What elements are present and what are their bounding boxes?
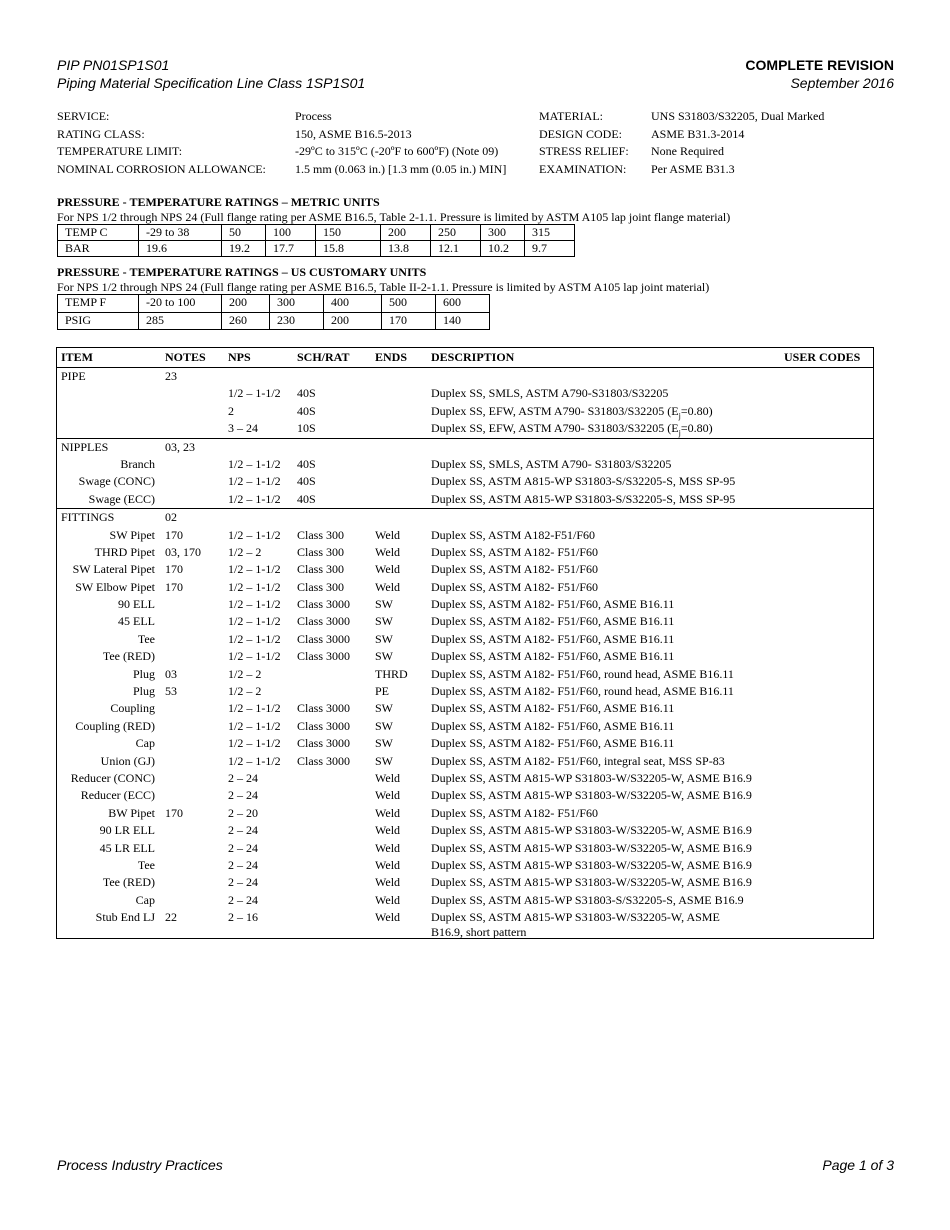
cell-item: THRD Pipet [94, 544, 155, 559]
metric-ratings-title: PRESSURE - TEMPERATURE RATINGS – METRIC UNITS [57, 195, 380, 209]
cell-ends: Weld [375, 910, 401, 925]
table-cell: 19.6 [139, 241, 222, 257]
group-row-fittings [57, 508, 873, 526]
cell-item: Reducer (ECC) [80, 788, 155, 803]
table-cell: TEMP C [58, 225, 139, 241]
doc-id: PIP PN01SP1S01 [57, 57, 170, 73]
cell-desc: Duplex SS, ASTM A815-WP S31803-W/S32205-W, ASME B16.9, short pattern [431, 910, 720, 940]
cell-nps: 1/2 – 1-1/2 [228, 718, 281, 733]
cell-desc: Duplex SS, ASTM A182- F51/F60 [431, 562, 599, 577]
cell-ends: PE [375, 684, 390, 699]
table-cell: 200 [222, 295, 270, 313]
cell-desc: Duplex SS, ASTM A182-F51/F60 [431, 527, 596, 542]
us-psig-row [58, 313, 490, 330]
cell-desc: Duplex SS, ASTM A182- F51/F60 [431, 544, 599, 559]
table-cell: 19.2 [222, 241, 266, 257]
table-row [57, 805, 873, 822]
cell-desc: Duplex SS, ASTM A815-WP S31803-W/S32205-W, ASME B16.9 [431, 770, 752, 785]
table-cell: -29 to 38 [139, 225, 222, 241]
table-cell: TEMP F [58, 295, 139, 313]
metric-ratings-subtitle: For NPS 1/2 through NPS 24 (Full flange rating per ASME B16.5, Table 2-1.1. Pressure is limited by ASTM A105 lap joint flange material) [57, 210, 731, 224]
group-name: PIPE [61, 369, 86, 383]
cell-ends: Weld [375, 562, 401, 577]
cell-ends: Weld [375, 840, 401, 855]
cell-item: Plug [132, 684, 155, 699]
cell-sch: Class 3000 [297, 649, 351, 664]
table-row [57, 648, 873, 665]
cell-item: Swage (CONC) [78, 474, 155, 489]
cell-nps: 1/2 – 1-1/2 [228, 701, 281, 716]
col-ends-header: ENDS [375, 350, 408, 364]
cell-nps: 2 – 24 [228, 823, 258, 838]
table-row [57, 420, 873, 437]
table-cell: 230 [270, 313, 324, 330]
table-cell: 12.1 [431, 241, 481, 257]
cell-ends: SW [375, 736, 393, 751]
metric-temp-row [58, 225, 575, 241]
cell-desc: Duplex SS, ASTM A815-WP S31803-W/S32205-W, ASME B16.9 [431, 857, 752, 872]
cell-nps: 3 – 24 [228, 421, 258, 436]
col-item-header: ITEM [61, 350, 94, 364]
info-value: 150, ASME B16.5-2013 [295, 126, 412, 141]
cell-item: 90 LR ELL [99, 823, 155, 838]
cell-nps: 2 – 24 [228, 788, 258, 803]
info-row [57, 108, 897, 126]
cell-sch: Class 3000 [297, 614, 351, 629]
cell-notes: 170 [165, 527, 183, 542]
cell-ends: Weld [375, 857, 401, 872]
cell-desc: Duplex SS, ASTM A182- F51/F60, round head, ASME B16.11 [431, 666, 734, 681]
cell-ends: SW [375, 753, 393, 768]
cell-ends: SW [375, 649, 393, 664]
fittings-rows [57, 527, 873, 944]
cell-nps: 2 – 24 [228, 770, 258, 785]
col-sch-header: SCH/RAT [297, 350, 350, 364]
cell-desc: Duplex SS, ASTM A182- F51/F60, ASME B16.11 [431, 701, 675, 716]
table-row [57, 909, 873, 943]
cell-item: SW Lateral Pipet [72, 562, 155, 577]
cell-sch: Class 3000 [297, 597, 351, 612]
info-row [57, 143, 897, 161]
cell-sch: Class 300 [297, 544, 345, 559]
cell-sch: Class 3000 [297, 753, 351, 768]
group-name: FITTINGS [61, 510, 115, 525]
cell-ends: SW [375, 701, 393, 716]
document-header-right [745, 56, 894, 92]
cell-nps: 1/2 – 1-1/2 [228, 386, 281, 401]
info-value: ASME B31.3-2014 [651, 126, 745, 141]
footer-org: Process Industry Practices [57, 1157, 223, 1173]
cell-item: SW Pipet [109, 527, 155, 542]
table-row [57, 718, 873, 735]
cell-nps: 2 [228, 403, 234, 418]
cell-sch: 40S [297, 456, 316, 471]
cell-desc: Duplex SS, ASTM A815-WP S31803-S/S32205-S, ASME B16.9 [431, 892, 744, 907]
table-cell: 315 [525, 225, 575, 241]
info-label: MATERIAL: [539, 109, 603, 123]
info-label: EXAMINATION: [539, 161, 627, 176]
col-nps-header: NPS [228, 350, 251, 364]
group-row-nipples [57, 438, 873, 456]
table-row [57, 473, 873, 490]
cell-item: BW Pipet [108, 805, 155, 820]
cell-desc: Duplex SS, ASTM A182- F51/F60, ASME B16.11 [431, 597, 675, 612]
cell-ends: Weld [375, 823, 401, 838]
table-row [57, 385, 873, 402]
cell-desc: Duplex SS, ASTM A182- F51/F60, ASME B16.11 [431, 718, 675, 733]
cell-nps: 1/2 – 1-1/2 [228, 736, 281, 751]
us-ratings-table [57, 294, 490, 330]
revision-label: COMPLETE REVISION [745, 57, 894, 73]
cell-sch: Class 3000 [297, 631, 351, 646]
table-cell: 300 [270, 295, 324, 313]
cell-ends: SW [375, 597, 393, 612]
table-cell: 500 [382, 295, 436, 313]
table-row [57, 596, 873, 613]
cell-desc: Duplex SS, ASTM A815-WP S31803-S/S32205-S, MSS SP-95 [431, 491, 736, 506]
cell-sch: 40S [297, 386, 316, 401]
cell-nps: 1/2 – 2 [228, 684, 262, 699]
cell-nps: 1/2 – 1-1/2 [228, 527, 281, 542]
table-cell: 300 [481, 225, 525, 241]
cell-item: Cap [135, 736, 155, 751]
cell-item: SW Elbow Pipet [75, 579, 155, 594]
cell-notes: 170 [165, 805, 183, 820]
cell-desc: Duplex SS, ASTM A182- F51/F60, integral seat, MSS SP-83 [431, 753, 725, 768]
cell-ends: SW [375, 631, 393, 646]
cell-ends: SW [375, 614, 393, 629]
table-cell: 15.8 [316, 241, 381, 257]
col-notes-header: NOTES [165, 350, 206, 364]
cell-sch: 40S [297, 403, 316, 418]
info-value: Per ASME B31.3 [651, 161, 735, 176]
cell-desc: Duplex SS, EFW, ASTM A790- S31803/S32205 $(E_j=0.80)$ [431, 421, 713, 438]
cell-notes: 170 [165, 562, 183, 577]
table-row [57, 753, 873, 770]
cell-nps: 2 – 20 [228, 805, 258, 820]
document-header-left [57, 56, 365, 92]
cell-item: Stub End LJ [95, 910, 155, 925]
table-row [57, 561, 873, 578]
info-value: Process [295, 109, 332, 123]
cell-desc: Duplex SS, SMLS, ASTM A790-S31803/S32205 [431, 386, 669, 401]
cell-item: Tee [137, 857, 155, 872]
cell-item: Cap [135, 892, 155, 907]
cell-sch: Class 3000 [297, 736, 351, 751]
info-label: NOMINAL CORROSION ALLOWANCE: [57, 161, 266, 176]
table-row [57, 700, 873, 717]
cell-desc: Duplex SS, ASTM A815-WP S31803-W/S32205-W, ASME B16.9 [431, 840, 752, 855]
table-row [57, 822, 873, 839]
cell-ends: Weld [375, 875, 401, 890]
table-row [57, 579, 873, 596]
cell-nps: 2 – 24 [228, 840, 258, 855]
cell-desc: Duplex SS, ASTM A815-WP S31803-W/S32205-W, ASME B16.9 [431, 875, 752, 890]
us-ratings-subtitle: For NPS 1/2 through NPS 24 (Full flange rating per ASME B16.5, Table II-2-1.1. Pressure is limited by ASTM A105 lap joint material) [57, 280, 710, 294]
spec-info-block [57, 108, 897, 178]
table-row [57, 544, 873, 561]
info-value: -29ºC to 315ºC (-20ºF to 600ºF) (Note 09) [295, 144, 499, 158]
cell-item: 45 LR ELL [99, 840, 155, 855]
table-cell: 10.2 [481, 241, 525, 257]
us-temp-row [58, 295, 490, 313]
info-label: TEMPERATURE LIMIT: [57, 144, 183, 158]
table-cell: 13.8 [381, 241, 431, 257]
group-notes: 02 [165, 510, 177, 525]
cell-desc: Duplex SS, ASTM A182- F51/F60, ASME B16.11 [431, 631, 675, 646]
cell-nps: 2 – 24 [228, 892, 258, 907]
table-cell: 250 [431, 225, 481, 241]
cell-item: Coupling (RED) [75, 718, 155, 733]
table-cell: 200 [324, 313, 382, 330]
table-cell: 200 [381, 225, 431, 241]
info-label: SERVICE: [57, 109, 110, 123]
cell-ends: Weld [375, 805, 401, 820]
cell-nps: 1/2 – 1-1/2 [228, 631, 281, 646]
table-row [57, 491, 873, 508]
revision-date: September 2016 [790, 75, 894, 91]
table-cell: 9.7 [525, 241, 575, 257]
table-header-row [57, 348, 873, 367]
col-desc-header: DESCRIPTION [431, 350, 515, 364]
cell-nps: 1/2 – 2 [228, 666, 262, 681]
table-cell: 140 [436, 313, 490, 330]
table-row [57, 631, 873, 648]
info-label: DESIGN CODE: [539, 126, 622, 141]
cell-desc: Duplex SS, ASTM A182- F51/F60, ASME B16.11 [431, 649, 675, 664]
cell-item: Tee (RED) [102, 875, 155, 890]
cell-item: Reducer (CONC) [70, 770, 155, 785]
table-cell: 260 [222, 313, 270, 330]
cell-item: Plug [132, 666, 155, 681]
cell-nps: 1/2 – 1-1/2 [228, 614, 281, 629]
table-row [57, 874, 873, 891]
cell-sch: 40S [297, 474, 316, 489]
table-cell: 400 [324, 295, 382, 313]
table-cell: BAR [58, 241, 139, 257]
info-row [57, 161, 897, 179]
cell-nps: 1/2 – 1-1/2 [228, 491, 281, 506]
group-row-pipe [57, 367, 873, 385]
table-cell: 50 [222, 225, 266, 241]
table-cell: 170 [382, 313, 436, 330]
cell-desc: Duplex SS, ASTM A182- F51/F60, ASME B16.11 [431, 614, 675, 629]
cell-sch: 40S [297, 491, 316, 506]
table-cell: 285 [139, 313, 222, 330]
info-value: UNS S31803/S32205, Dual Marked [651, 109, 825, 123]
table-row [57, 892, 873, 909]
cell-desc: Duplex SS, SMLS, ASTM A790- S31803/S32205 [431, 456, 672, 471]
cell-nps: 2 – 24 [228, 875, 258, 890]
table-cell: -20 to 100 [139, 295, 222, 313]
cell-sch: Class 3000 [297, 701, 351, 716]
info-value: 1.5 mm (0.063 in.) [1.3 mm (0.05 in.) MIN] [295, 161, 507, 176]
cell-item: Tee [137, 631, 155, 646]
cell-nps: 2 – 24 [228, 857, 258, 872]
cell-nps: 1/2 – 1-1/2 [228, 753, 281, 768]
cell-nps: 2 – 16 [228, 910, 258, 925]
cell-ends: SW [375, 718, 393, 733]
cell-desc: Duplex SS, EFW, ASTM A790- S31803/S32205 $(E_j=0.80)$ [431, 403, 713, 421]
cell-desc: Duplex SS, ASTM A182- F51/F60, round head, ASME B16.11 [431, 684, 734, 699]
us-ratings-title: PRESSURE - TEMPERATURE RATINGS – US CUSTOMARY UNITS [57, 265, 427, 279]
cell-desc: Duplex SS, ASTM A182- F51/F60, ASME B16.11 [431, 736, 675, 751]
cell-nps: 1/2 – 1-1/2 [228, 579, 281, 594]
cell-notes: 03, 170 [165, 544, 201, 559]
group-notes: 23 [165, 369, 177, 383]
cell-notes: 22 [165, 910, 177, 925]
col-user-codes-header: USER CODES [784, 350, 861, 364]
table-cell: 600 [436, 295, 490, 313]
cell-nps: 1/2 – 2 [228, 544, 262, 559]
table-row [57, 683, 873, 700]
cell-ends: Weld [375, 892, 401, 907]
group-notes: 03, 23 [165, 439, 195, 454]
cell-ends: Weld [375, 770, 401, 785]
cell-sch: Class 300 [297, 579, 345, 594]
cell-ends: Weld [375, 579, 401, 594]
table-row [57, 613, 873, 630]
cell-desc: Duplex SS, ASTM A815-WP S31803-W/S32205-W, ASME B16.9 [431, 823, 752, 838]
cell-notes: 53 [165, 684, 177, 699]
cell-item: Tee (RED) [102, 649, 155, 664]
piping-spec-table [56, 347, 874, 939]
metric-ratings-table [57, 224, 575, 257]
cell-ends: Weld [375, 788, 401, 803]
page-number: Page 1 of 3 [822, 1157, 894, 1173]
table-cell: 17.7 [266, 241, 316, 257]
table-cell: 150 [316, 225, 381, 241]
cell-item: 90 ELL [118, 597, 155, 612]
info-value: None Required [651, 144, 724, 158]
table-row [57, 403, 873, 420]
cell-sch: 10S [297, 421, 316, 436]
info-row [57, 126, 897, 144]
cell-notes: 170 [165, 579, 183, 594]
table-row [57, 857, 873, 874]
cell-item: Union (GJ) [100, 753, 155, 768]
cell-desc: Duplex SS, ASTM A815-WP S31803-W/S32205-W, ASME B16.9 [431, 788, 752, 803]
info-label: RATING CLASS: [57, 126, 145, 141]
cell-notes: 03 [165, 666, 177, 681]
doc-title: Piping Material Specification Line Class 1SP1S01 [57, 75, 366, 91]
table-row [57, 787, 873, 804]
cell-nps: 1/2 – 1-1/2 [228, 456, 281, 471]
table-row [57, 840, 873, 857]
table-row [57, 735, 873, 752]
cell-ends: Weld [375, 544, 401, 559]
table-cell: PSIG [58, 313, 139, 330]
cell-desc: Duplex SS, ASTM A182- F51/F60 [431, 805, 599, 820]
cell-desc: Duplex SS, ASTM A182- F51/F60 [431, 579, 599, 594]
table-row [57, 527, 873, 544]
cell-desc: Duplex SS, ASTM A815-WP S31803-S/S32205-S, MSS SP-95 [431, 474, 736, 489]
cell-item: Branch [120, 456, 155, 471]
table-row [57, 770, 873, 787]
table-row [57, 666, 873, 683]
cell-item: Swage (ECC) [88, 491, 155, 506]
cell-nps: 1/2 – 1-1/2 [228, 597, 281, 612]
cell-ends: THRD [375, 666, 408, 681]
cell-item: 45 ELL [118, 614, 155, 629]
cell-item: Coupling [110, 701, 155, 716]
info-label: STRESS RELIEF: [539, 144, 629, 158]
cell-sch: Class 300 [297, 527, 345, 542]
cell-nps: 1/2 – 1-1/2 [228, 562, 281, 577]
cell-sch: Class 300 [297, 562, 345, 577]
table-row [57, 456, 873, 473]
cell-nps: 1/2 – 1-1/2 [228, 649, 281, 664]
cell-ends: Weld [375, 527, 401, 542]
metric-bar-row [58, 241, 575, 257]
table-cell: 100 [266, 225, 316, 241]
cell-nps: 1/2 – 1-1/2 [228, 474, 281, 489]
group-name: NIPPLES [61, 439, 109, 454]
cell-sch: Class 3000 [297, 718, 351, 733]
